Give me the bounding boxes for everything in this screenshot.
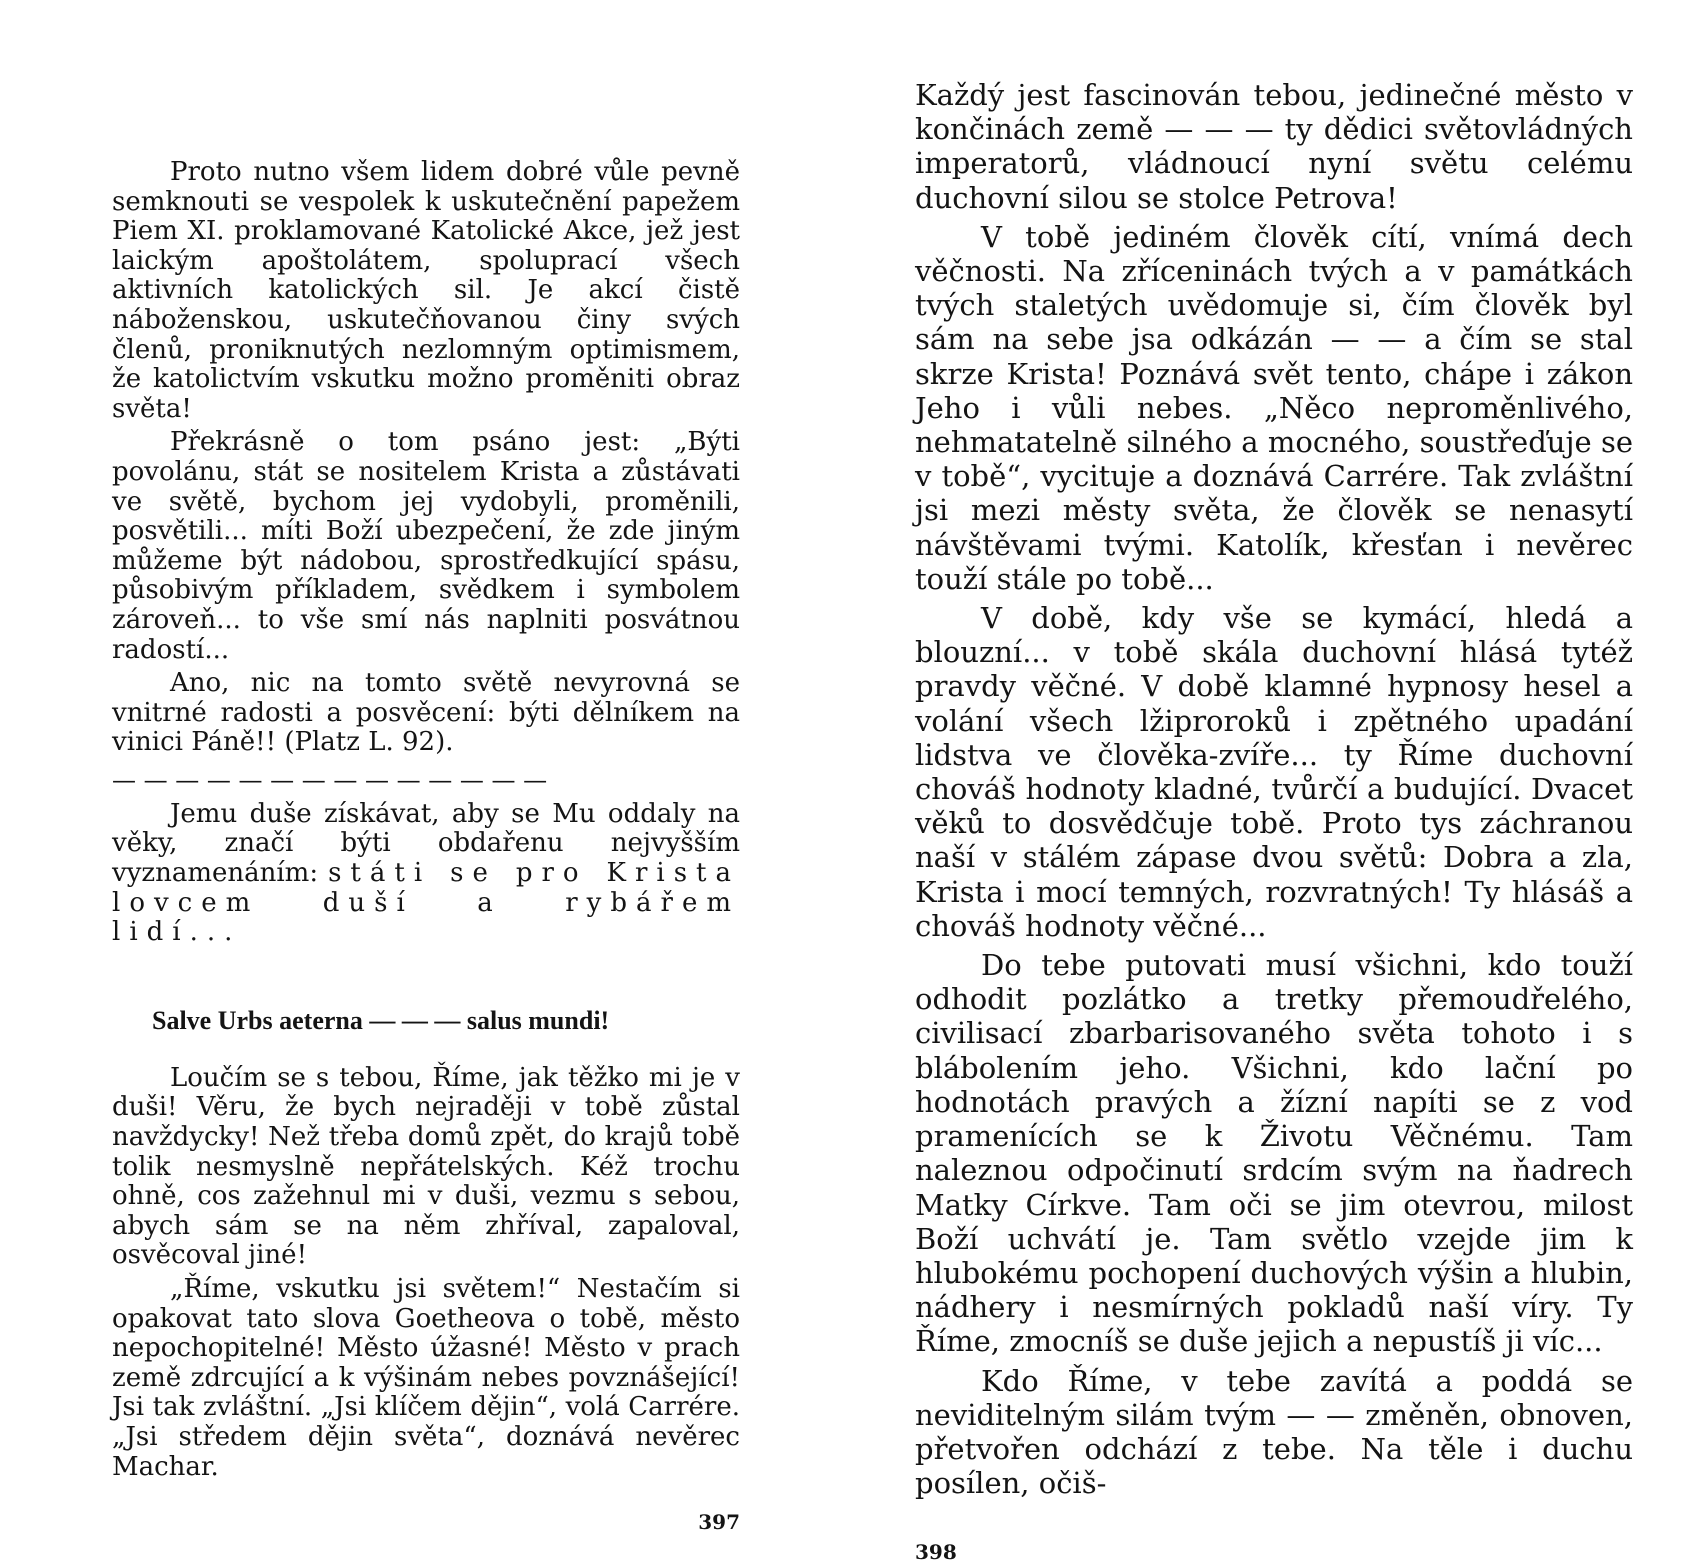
right-paragraph-1: Každý jest fascinován tebou, jedinečné město v končinách země — — — ty dědici světovládných imperatorů, vládnoucí nyní světu celému duchovní silou se stolce Petrova! (915, 78, 1633, 215)
left-paragraph-4: Loučím se s tebou, Říme, jak těžko mi je v duši! Věru, že bych nejraději v tobě zůstal navždycky! Než třeba domů zpět, do krajů tobě tolik nesmyslně nepřátelských. Kéž trochu ohně, cos zažehnul mi v duši, vezmu s sebou, abych sám se na něm zhříval, zapaloval, osvěcoval jiné! (112, 1062, 740, 1271)
right-page-number: 398 (915, 1540, 957, 1564)
left-page (112, 0, 740, 1534)
left-page-number: 397 (698, 1510, 740, 1535)
left-paragraph-1: Proto nutno všem lidem dobré vůle pevně semknouti se vespolek k uskutečnění papežem Piem XI. proklamované Katolické Akce, jež jest laickým apoštolátem, spoluprací všech aktivních katolických sil. Je akcí čistě náboženskou, uskutečňovanou činy svých členů, proniknutých nezlomným optimismem, že katolictvím vskutku možno proměniti obraz světa! (112, 157, 740, 424)
left-closing-paragraph (112, 800, 740, 948)
closing-plain-text: Jemu duše získávat, aby se Mu oddaly na věky, značí býti obdařenu nejvyšším vyznamenáním: (112, 798, 740, 889)
left-paragraph-5: „Říme, vskutku jsi světem!“ Nestačím si opakovat tato slova Goetheova o tobě, město nepochopitelné! Město úžasné! Město v prach země zdrcující a k výšinám nebes povznášející! Jsi tak zvláštní. „Jsi klíčem dějin“, volá Carrére. „Jsi středem dějin světa“, doznává nevěrec Machar. (112, 1274, 740, 1482)
closing-spaced-text: státi se pro Krista lovcem duší a rybářem lidí... (112, 858, 740, 948)
right-paragraph-4: Do tebe putovati musí všichni, kdo touží odhodit pozlátko a tretky přemoudřelého, civilisací zbarbarisovaného světa tohoto i s blábolením jeho. Všichni, kdo lační po hodnotách pravých a žízní napíti se z vod pramenících se k Životu Věčnému. Tam naleznou odpočinutí srdcím svým na ňadrech Matky Církve. Tam oči se jim otevrou, milost Boží uchvátí je. Tam světlo vzejde jim k hlubokému pochopení duchových výšin a hlubin, nádhery i nesmírných pokladů naší víry. Ty Říme, zmocníš se duše jejich a nepustíš ji víc... (915, 948, 1633, 1359)
dash-separator: — — — — — — — — — — — — — — (112, 765, 548, 794)
right-paragraph-2: V tobě jediném člověk cítí, vnímá dech věčnosti. Na zříceninách tvých a v památkách tvých staletých uvědomuje si, čím člověk byl sám na sebe jsa odkázán — — a čím se stal skrze Krista! Poznává svět tento, chápe i zákon Jeho i vůli nebes. „Něco neproměnlivého, nehmatatelně silného a mocného, soustřeďuje se v tobě“, vycituje a doznává Carrére. Tak zvláštní jsi mezi městy světa, že člověk se nenasytí návštěvami tvými. Katolík, křesťan i nevěrec touží stále po tobě... (915, 219, 1633, 596)
right-page (915, 0, 1633, 1564)
left-paragraph-2: Překrásně o tom psáno jest: „Býti povolánu, stát se nositelem Krista a zůstávati ve světě, bychom jej vydobyli, proměnili, posvětili... míti Boží ubezpečení, že zde jiným můžeme být nádobou, sprostředkující spásu, působivým příkladem, svědkem i symbolem zároveň... to vše smí nás naplniti posvátnou radostí... (112, 427, 740, 665)
right-paragraph-3: V době, kdy vše se kymácí, hledá a blouzní... v tobě skála duchovní hlásá tytéž pravdy věčné. V době klamné hypnosy hesel a volání všech lžiproroků i zpětného upadání lidstva ve člověka-zvíře... ty Říme duchovní chováš hodnoty kladné, tvůrčí a budující. Dvacet věků to dosvědčuje tobě. Proto tys záchranou naší v stálém zápase dvou světů: Dobra a zla, Krista i mocí temných, rozvratných! Ty hlásáš a chováš hodnoty věčné... (915, 601, 1633, 943)
right-paragraph-5: Kdo Říme, v tebe zavítá a poddá se neviditelným silám tvým — — změněn, obnoven, přetvořen odchází z tebe. Na těle i duchu posílen, očiš- (915, 1363, 1633, 1501)
left-paragraph-3: Ano, nic na tomto světě nevyrovná se vnitrné radosti a posvěcení: býti dělníkem na vinici Páně!! (Platz L. 92). (112, 668, 740, 758)
section-heading: Salve Urbs aeterna — — — salus mundi! (152, 1005, 610, 1035)
